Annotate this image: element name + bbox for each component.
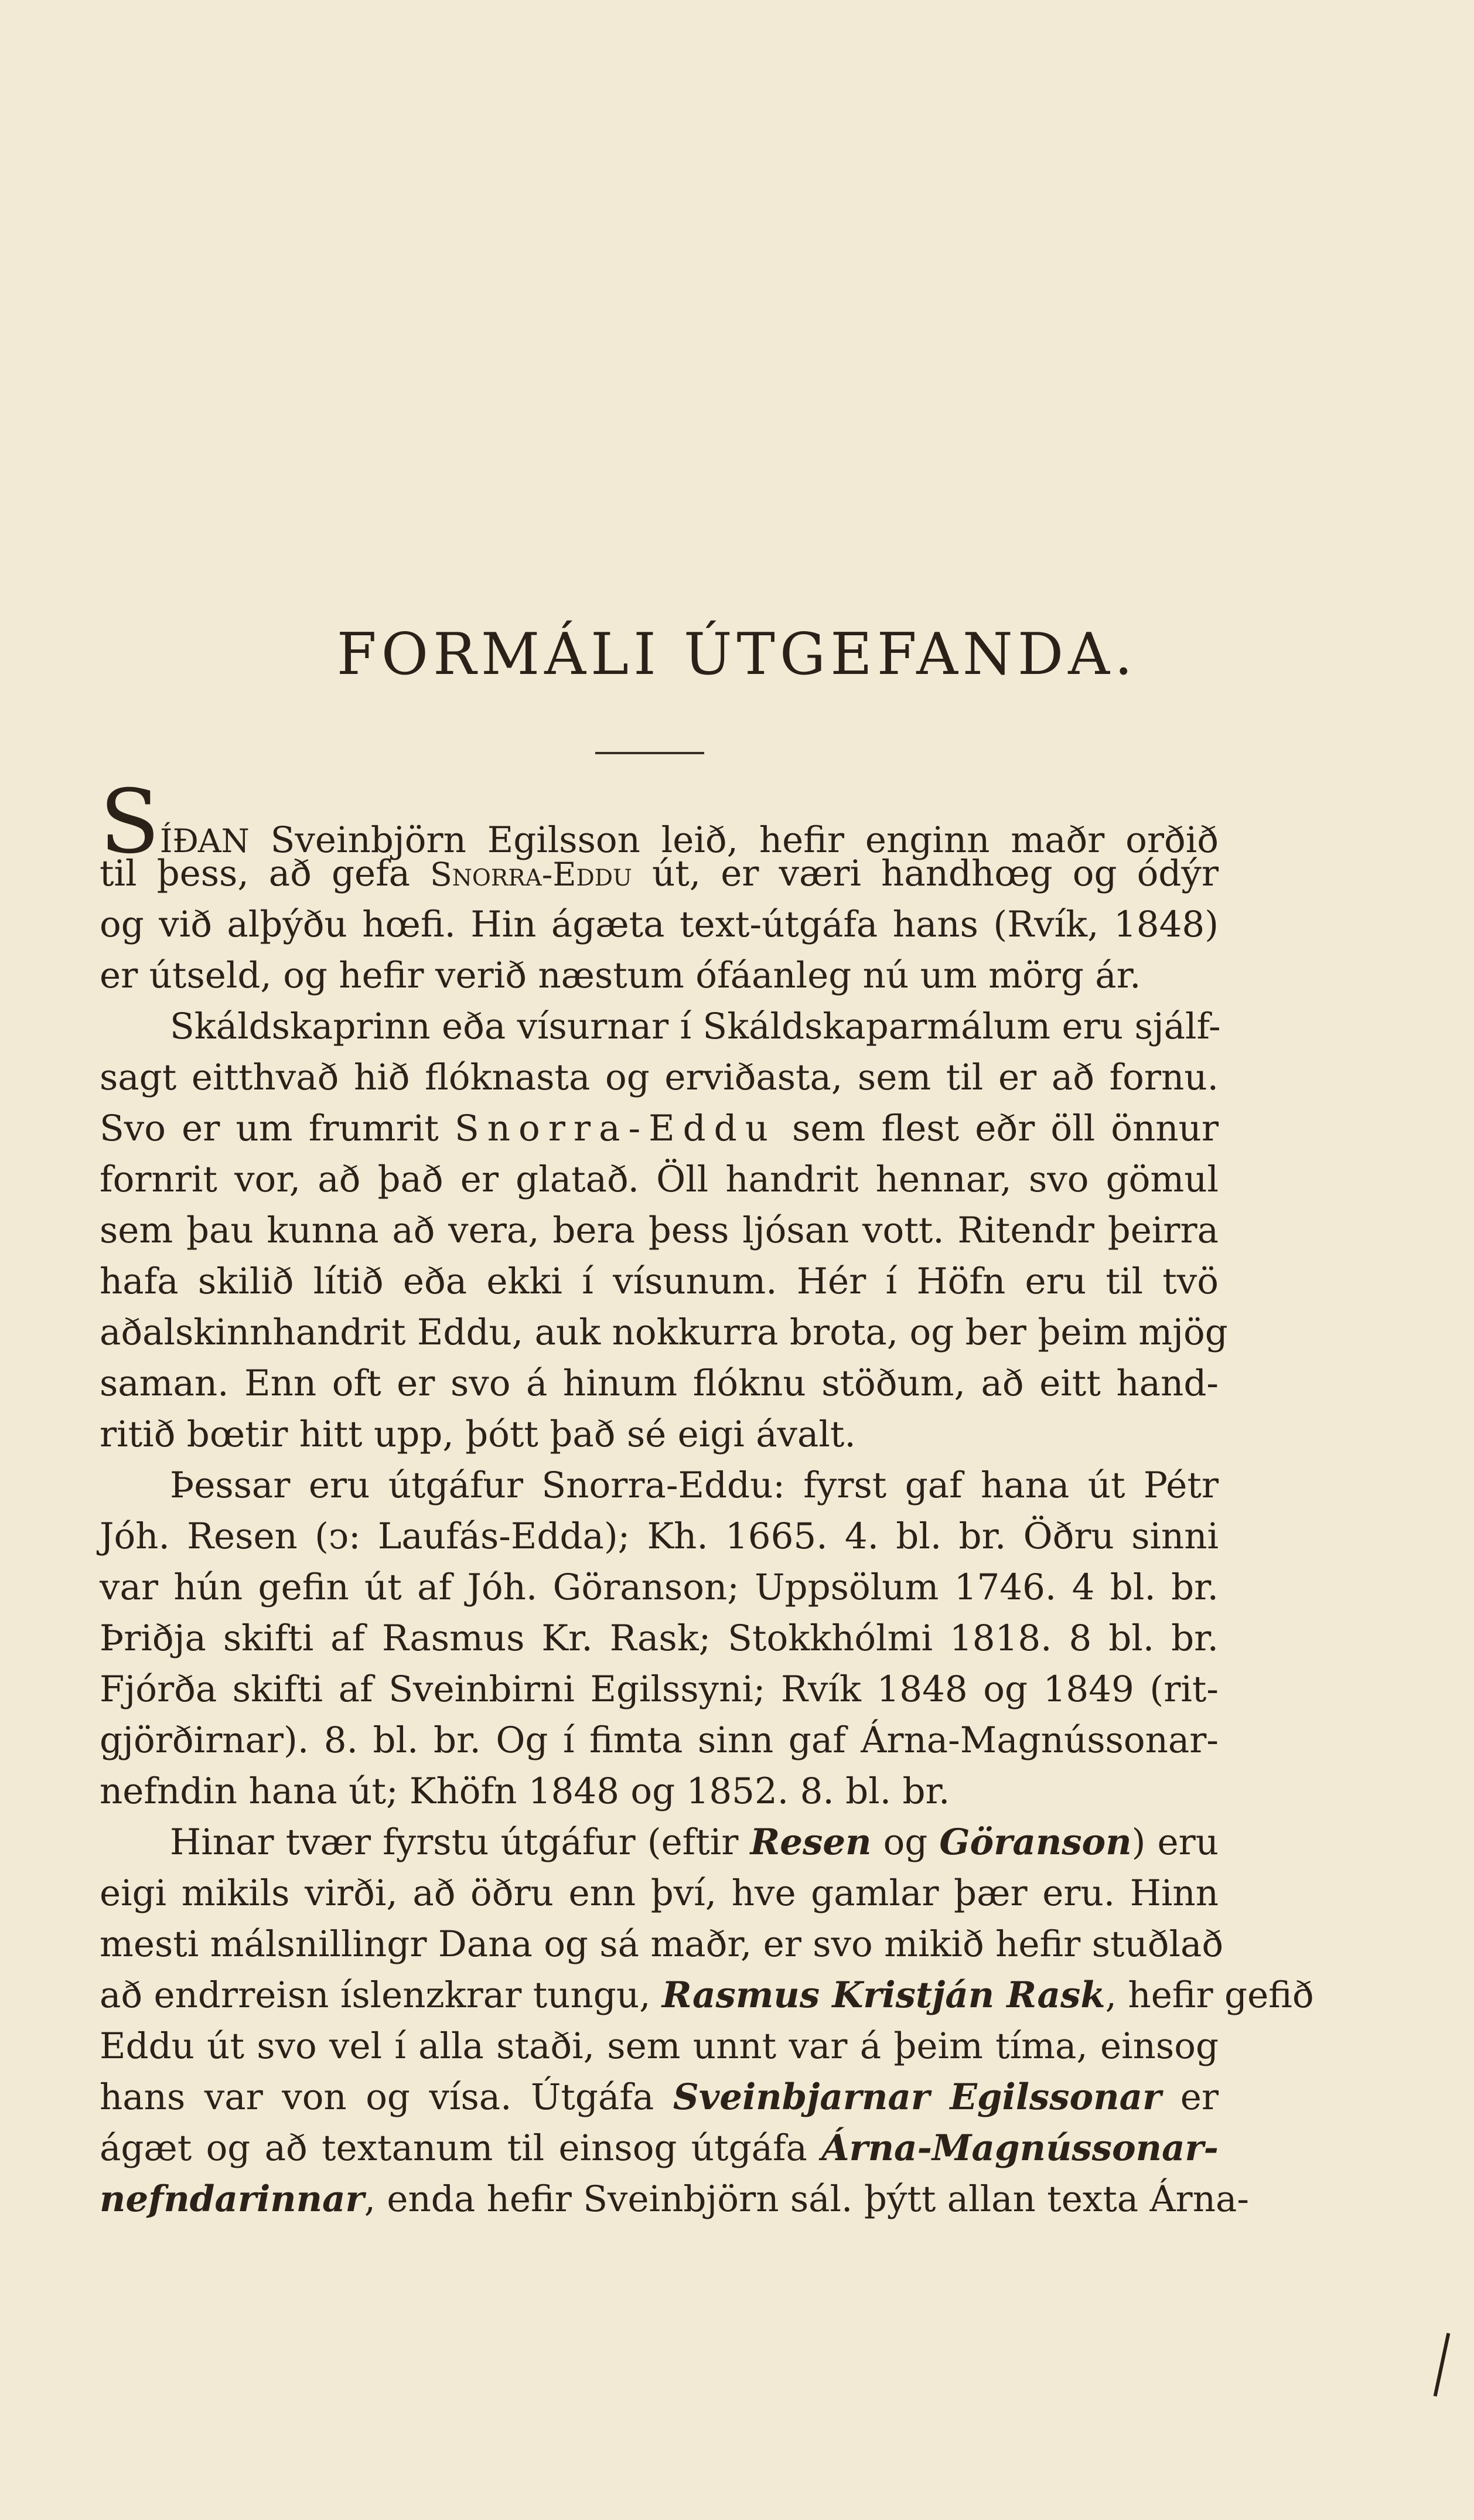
text-line: gjörðirnar). 8. bl. br. Og í fimta sinn gaf Árna-Magnússonar- bbox=[100, 1719, 1219, 1761]
text-line: til þess, að gefa Snorra-Eddu út, er væri handhœg og ódýr bbox=[100, 853, 1219, 894]
text-line: Jóh. Resen (ↄ: Laufás-Edda); Kh. 1665. 4. bl. br. Öðru sinni bbox=[100, 1516, 1219, 1557]
text-line: hans var von og vísa. Útgáfa Sveinbjarnar Egilssonar er bbox=[100, 2076, 1219, 2118]
text-line: var hún gefin út af Jóh. Göranson; Uppsölum 1746. 4 bl. br. bbox=[100, 1567, 1219, 1608]
text-line: saman. Enn oft er svo á hinum flóknu stöðum, að eitt hand- bbox=[100, 1363, 1219, 1404]
text-line: eigi mikils virði, að öðru enn því, hve gamlar þær eru. Hinn bbox=[100, 1872, 1219, 1914]
text-line: ágæt og að textanum til einsog útgáfa Árna-Magnússonar- bbox=[100, 2127, 1219, 2169]
body-text bbox=[100, 771, 1314, 2225]
text-line: ritið bœtir hitt upp, þótt það sé eigi ávalt. bbox=[100, 1414, 856, 1455]
margin-pencil-mark bbox=[1434, 2333, 1451, 2397]
text-line: og við alþýðu hœfi. Hin ágæta text-útgáfa hans (Rvík, 1848) bbox=[100, 904, 1219, 945]
text-line: sagt eitthvað hið flóknasta og erviðasta, sem til er að fornu. bbox=[100, 1057, 1219, 1098]
text-line: að endrreisn íslenzkrar tungu, Rasmus Kristján Rask, hefir gefið bbox=[100, 1974, 1314, 2016]
text-line: Þriðja skifti af Rasmus Kr. Rask; Stokkhólmi 1818. 8 bl. br. bbox=[100, 1617, 1219, 1659]
text-line: aðalskinnhandrit Eddu, auk nokkurra brota, og ber þeim mjög bbox=[100, 1312, 1228, 1353]
text-line: Fjórða skifti af Sveinbirni Egilssyni; Rvík 1848 og 1849 (rit- bbox=[100, 1668, 1219, 1710]
text-line: nefndin hana út; Khöfn 1848 og 1852. 8. bl. br. bbox=[100, 1770, 950, 1812]
text-line: Þessar eru útgáfur Snorra-Eddu: fyrst gaf hana út Pétr bbox=[170, 1465, 1219, 1506]
text-line: mesti málsnillingr Dana og sá maðr, er svo mikið hefir stuðlað bbox=[100, 1923, 1224, 1965]
page-title: FORMÁLI ÚTGEFANDA. bbox=[336, 621, 1138, 688]
text-line: fornrit vor, að það er glatað. Öll handrit hennar, svo gömul bbox=[100, 1159, 1219, 1200]
drop-cap: S bbox=[100, 771, 160, 873]
text-line: er útseld, og hefir verið næstum ófáanleg nú um mörg ár. bbox=[100, 955, 1141, 996]
title-rule bbox=[595, 752, 704, 754]
text-line: hafa skilið lítið eða ekki í vísunum. Hér í Höfn eru til tvö bbox=[100, 1261, 1219, 1302]
text-line: Hinar tvær fyrstu útgáfur (eftir Resen og Göranson) eru bbox=[170, 1821, 1219, 1863]
text-line: sem þau kunna að vera, bera þess ljósan vott. Ritendr þeirra bbox=[100, 1210, 1219, 1251]
text-line: SÍÐAN Sveinbjörn Egilsson leið, hefir enginn maðr orðið bbox=[100, 771, 1219, 873]
text-line: Skáldskaprinn eða vísurnar í Skáldskaparmálum eru sjálf- bbox=[170, 1006, 1221, 1047]
text-line: Svo er um frumrit Snorra-Eddu sem flest eðr öll önnur bbox=[100, 1108, 1219, 1149]
text-line: nefndarinnar, enda hefir Sveinbjörn sál. þýtt allan texta Árna- bbox=[100, 2178, 1249, 2220]
text-line: Eddu út svo vel í alla staði, sem unnt var á þeim tíma, einsog bbox=[100, 2025, 1219, 2067]
